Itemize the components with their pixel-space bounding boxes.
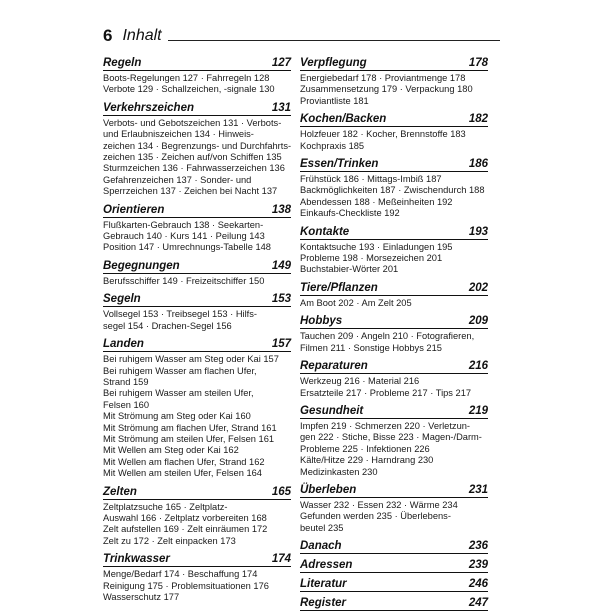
toc-section-entries [103,309,291,332]
toc-section [103,337,291,479]
toc-section [300,558,488,573]
toc-entry-line: Zusammensetzung 179 · Verpackung 180 [300,84,473,95]
toc-section-entries [300,129,488,152]
toc-entry-line: Holzfeuer 182 · Kocher, Brennstoffe 183 [300,129,466,140]
toc-section-page: 174 [271,553,291,566]
toc-section-entries [103,276,291,287]
page-title: Inhalt [122,27,162,44]
toc-entry-line: Wasserschutz 177 [103,592,180,602]
toc-entry-line: Reinigung 175 · Problemsituationen 176 [103,580,269,591]
toc-section-page: 219 [468,404,488,417]
toc-entry-line: Probleme 198 · Morsezeichen 201 [300,253,443,264]
toc-entry-line: Verbote 129 · Schallzeichen, -signale 130 [103,84,275,95]
toc-section-entries [103,502,291,548]
toc-entry-line: Wasser 232 · Essen 232 · Wärme 234 [300,499,458,510]
toc-section-heading [300,157,488,172]
toc-section-title: Begegnungen [103,259,180,272]
toc-section-title: Danach [300,540,342,553]
toc-section-page: 236 [468,540,488,553]
toc-section-heading [103,259,291,274]
toc-section-page: 149 [271,259,291,272]
toc-section-entries [300,242,488,276]
toc-section-page: 178 [468,57,488,69]
toc-section-page: 202 [468,281,488,294]
toc-section-title: Regeln [103,57,142,69]
toc-section-page: 127 [271,57,291,69]
page-header [103,22,500,44]
toc-section-heading [300,281,488,296]
toc-entry-line: Impfen 219 · Schmerzen 220 · Verletzun- [300,420,471,431]
toc-entry-line: Felsen 160 [103,399,149,410]
toc-section-heading [300,359,488,374]
toc-section-heading [103,292,291,307]
toc-section-page: 247 [468,597,488,610]
toc-entry-line: Proviantliste 181 [300,95,369,106]
toc-section-heading [300,56,488,71]
toc-entry-line: Probleme 225 · Infektionen 226 [300,443,430,454]
toc-entry-line: zeichen 135 · Zeichen auf/von Schiffen 135 [103,152,282,163]
toc-section-heading [103,337,291,352]
toc-section [300,539,488,554]
toc-section-page: 138 [271,203,291,216]
toc-section-entries [103,220,291,254]
toc-section-page: 165 [271,485,291,498]
header-rule [168,40,500,41]
toc-entry-line: Mit Wellen am Steg oder Kai 162 [103,445,239,456]
toc-section-page: 186 [468,158,488,171]
toc-section [103,552,291,603]
toc-section-page: 216 [468,360,488,373]
toc-entry-line: Werkzeug 216 · Material 216 [300,376,420,387]
toc-section-page: 239 [468,559,488,572]
toc-section [300,56,488,107]
toc-section [300,483,488,534]
toc-section-title: Orientieren [103,203,165,216]
toc-section [300,359,488,399]
toc-section-title: Landen [103,338,144,351]
toc-entry-line: Bei ruhigem Wasser am steilen Ufer, [103,388,254,399]
toc-entry-line: Vollsegel 153 · Treibsegel 153 · Hilfs- [103,309,257,320]
toc-section [103,203,291,254]
toc-entry-line: Berufsschiffer 149 · Freizeitschiffer 150 [103,275,265,286]
toc-section-page: 231 [468,483,488,496]
toc-section-entries [103,73,291,96]
toc-entry-line: segel 154 · Drachen-Segel 156 [103,320,232,331]
toc-entry-line: zeichen 134 · Begrenzungs- und Durchfahrts- [103,140,292,151]
toc-section-title: Essen/Trinken [300,158,379,171]
toc-section-page: 182 [468,113,488,126]
toc-entry-line: Verbots- und Gebotszeichen 131 · Verbots- [103,117,282,128]
toc-entry-line: Mit Wellen am flachen Ufer, Strand 162 [103,456,265,467]
toc-section-entries [300,376,488,399]
toc-section [300,112,488,152]
toc-section-title: Tiere/Pflanzen [300,281,378,294]
toc-entry-line: Zelt zu 172 · Zelt einpacken 173 [103,535,236,546]
toc-section [300,314,488,354]
toc-section-heading [300,314,488,329]
toc-section-title: Trinkwasser [103,553,170,566]
toc-entry-line: Bei ruhigem Wasser am Steg oder Kai 157 [103,354,279,365]
toc-entry-line: Tauchen 209 · Angeln 210 · Fotografieren, [300,331,475,342]
toc-entry-line: Mit Wellen am steilen Ufer, Felsen 164 [103,468,262,479]
toc-section [300,157,488,220]
toc-section-heading [300,558,488,573]
toc-section-heading [300,577,488,592]
toc-section-entries [103,354,291,479]
toc-section-heading [300,404,488,419]
toc-entry-line: Zelt aufstellen 169 · Zelt einräumen 172 [103,524,268,535]
toc-entry-line: Filmen 211 · Sonstige Hobbys 215 [300,342,442,353]
toc-entry-line: Zeltplatzsuche 165 · Zeltplatz- [103,501,228,512]
toc-section [103,56,291,96]
toc-section-entries [300,298,488,309]
toc-section-title: Register [300,597,347,610]
toc-section-page: 157 [271,338,291,351]
toc-section-page: 153 [271,293,291,306]
toc-section [103,485,291,548]
toc-entry-line: Energiebedarf 178 · Proviantmenge 178 [300,73,466,83]
toc-section [103,259,291,287]
toc-section-title: Segeln [103,293,141,306]
toc-section-heading [300,596,488,611]
toc-section [300,225,488,276]
toc-entry-line: Position 147 · Umrechnungs-Tabelle 148 [103,242,271,253]
toc-section-title: Reparaturen [300,360,368,373]
toc-section-heading [103,203,291,218]
toc-section-title: Verpflegung [300,57,367,69]
toc-section-title: Verkehrszeichen [103,101,194,114]
toc-entry-line: Menge/Bedarf 174 · Beschaffung 174 [103,569,258,580]
toc-section-title: Adressen [300,559,353,572]
toc-entry-line: Gefunden werden 235 · Überlebens- [300,511,451,522]
toc-right-column [300,56,488,615]
toc-entry-line: Boots-Regelungen 127 · Fahrregeln 128 [103,73,270,83]
toc-section-heading [103,56,291,71]
toc-entry-line: Abendessen 188 · Meßeinheiten 192 [300,196,453,207]
toc-section-title: Gesundheit [300,404,364,417]
toc-entry-line: Ersatzteile 217 · Probleme 217 · Tips 217 [300,387,472,398]
toc-entry-line: Frühstück 186 · Mittags-Imbiß 187 [300,174,442,185]
toc-section-heading [103,485,291,500]
toc-section-title: Kochen/Backen [300,113,387,126]
toc-entry-line: Backmöglichkeiten 187 · Zwischendurch 188 [300,185,485,196]
toc-entry-line: Gefahrenzeichen 137 · Sonder- und [103,174,252,185]
toc-section-heading [300,112,488,127]
toc-section-title: Kontakte [300,225,350,238]
toc-entry-line: Kälte/Hitze 229 · Harndrang 230 [300,455,434,466]
toc-section [103,292,291,332]
toc-section [300,577,488,592]
toc-section-entries [103,569,291,603]
toc-section-entries [300,500,488,534]
toc-section-title: Hobbys [300,315,343,328]
toc-entry-line: Mit Strömung am flachen Ufer, Strand 161 [103,422,277,433]
toc-section-page: 131 [271,101,291,114]
toc-section-heading [300,539,488,554]
toc-entry-line: Mit Strömung am steilen Ufer, Felsen 161 [103,433,275,444]
toc-entry-line: Flußkarten-Gebrauch 138 · Seekarten- [103,219,264,230]
toc-section-entries [300,174,488,220]
toc-section-entries [103,118,291,198]
toc-section-title: Literatur [300,578,347,591]
toc-entry-line: Strand 159 [103,376,149,387]
toc-section [300,404,488,478]
toc-left-column [103,56,291,608]
toc-section [300,596,488,611]
toc-section-heading [103,101,291,116]
toc-section-heading [300,225,488,240]
toc-entry-line: Bei ruhigem Wasser am flachen Ufer, [103,365,257,376]
toc-entry-line: Sturmzeichen 136 · Fahrwasserzeichen 136 [103,163,285,174]
toc-entry-line: gen 222 · Stiche, Bisse 223 · Magen-/Darm- [300,432,482,443]
toc-entry-line: Kontaktsuche 193 · Einladungen 195 [300,241,453,252]
toc-section-entries [300,73,488,107]
toc-section-page: 246 [468,578,488,591]
toc-section-entries [300,421,488,478]
toc-section-page: 193 [468,225,488,238]
page-number: 6 [103,26,113,45]
toc-section-title: Überleben [300,483,357,496]
toc-section [300,281,488,309]
toc-section-title: Zelten [103,485,137,498]
toc-entry-line: Buchstabier-Wörter 201 [300,264,399,275]
toc-section [103,101,291,198]
toc-entry-line: beutel 235 [300,522,344,533]
toc-entry-line: und Erlaubniszeichen 134 · Hinweis- [103,129,254,140]
toc-entry-line: Am Boot 202 · Am Zelt 205 [300,297,412,308]
toc-section-heading [300,483,488,498]
toc-entry-line: Auswahl 166 · Zeltplatz vorbereiten 168 [103,512,267,523]
toc-entry-line: Einkaufs-Checkliste 192 [300,208,400,219]
toc-entry-line: Gebrauch 140 · Kurs 141 · Peilung 143 [103,231,265,242]
toc-entry-line: Medizinkasten 230 [300,466,378,477]
toc-entry-line: Kochpraxis 185 [300,140,365,151]
toc-entry-line: Mit Strömung am Steg oder Kai 160 [103,411,251,422]
toc-section-page: 209 [468,315,488,328]
toc-section-heading [103,552,291,567]
toc-entry-line: Sperrzeichen 137 · Zeichen bei Nacht 137 [103,186,278,197]
toc-section-entries [300,331,488,354]
